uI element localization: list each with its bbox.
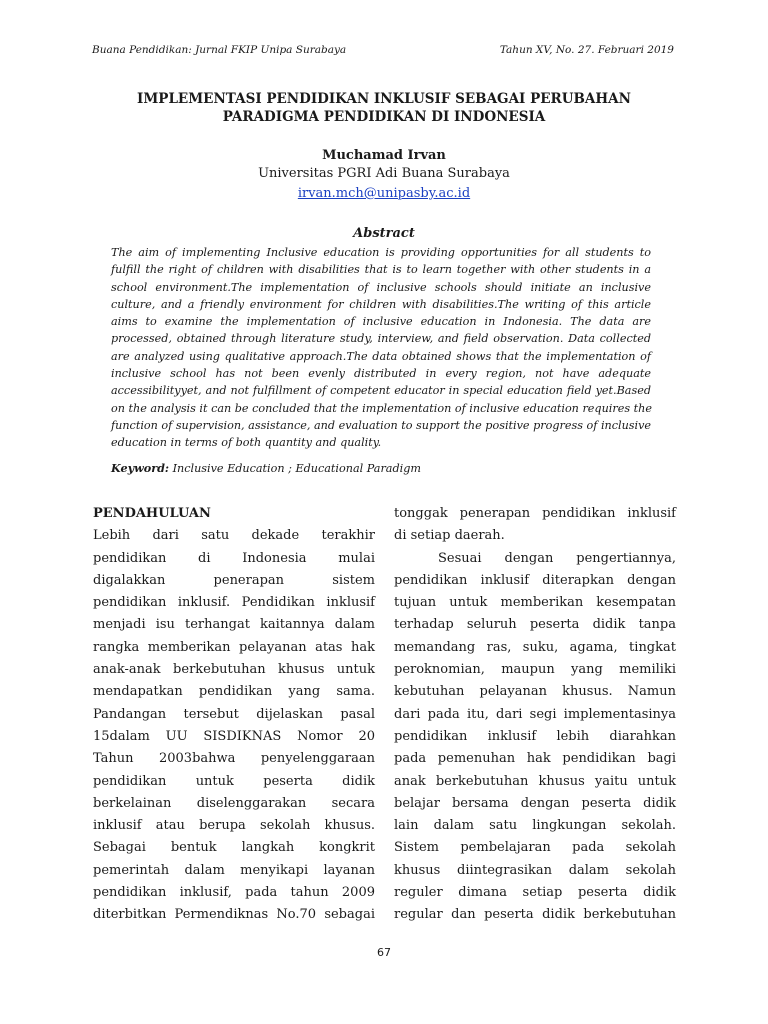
abstract-line: accessibilityyet, and not fulfillment of competent educator in special education field yet.Based — [111, 384, 651, 398]
keywords — [111, 461, 421, 475]
body-line: mendapatkan pendidikan yang sama. — [93, 684, 375, 700]
body-line: pada pemenuhan hak pendidikan bagi — [394, 751, 676, 767]
abstract-line: education in terms of both quantity and quality. — [111, 436, 382, 450]
body-line: Lebih dari satu dekade terakhir — [93, 528, 375, 544]
body-line: pendidikan inklusif. Pendidikan inklusif — [93, 595, 375, 611]
title-line-2: PARADIGMA PENDIDIKAN DI INDONESIA — [222, 109, 546, 125]
body-line: di setiap daerah. — [394, 528, 505, 544]
abstract-line: are analyzed using qualitative approach.The data obtained shows that the implementation of — [111, 349, 651, 363]
body-line: Tahun 2003bahwa penyelenggaraan — [93, 751, 375, 767]
paper-title — [100, 90, 668, 126]
body-line: peroknomian, maupun yang memiliki — [394, 662, 676, 678]
issue-info: Tahun XV, No. 27. Februari 2019 — [499, 44, 674, 56]
body-line: kebutuhan pelayanan khusus. Namun — [394, 684, 676, 700]
body-line: berkelainan diselenggarakan secara — [93, 795, 375, 811]
body-line: pemerintah dalam menyikapi layanan — [93, 862, 375, 878]
abstract-line: inclusive school has not been evenly distributed in every region, not have adequate — [111, 367, 651, 381]
abstract-line: school environment.The implementation of inclusive schools should initiate an inclusive — [111, 280, 651, 294]
author-name: Muchamad Irvan — [322, 148, 446, 163]
body-line: pendidikan inklusif diterapkan dengan — [394, 572, 676, 588]
body-line: pendidikan untuk peserta didik — [93, 773, 375, 789]
abstract-line: fulfill the right of children with disabilities that is to learn together with other students in a — [111, 263, 651, 277]
abstract-heading: Abstract — [353, 226, 415, 241]
right-column — [394, 503, 676, 927]
running-header — [92, 44, 674, 56]
body-line: terhadap seluruh peserta didik tanpa — [394, 617, 676, 633]
author-affiliation: Universitas PGRI Adi Buana Surabaya — [258, 166, 510, 181]
abstract-line: The aim of implementing Inclusive education is providing opportunities for all students to — [111, 246, 651, 259]
body-line: pendidikan di Indonesia mulai — [93, 550, 375, 566]
body-line: diterbitkan Permendiknas No.70 sebagai — [93, 907, 375, 923]
body-line: 15dalam UU SISDIKNAS Nomor 20 — [93, 728, 375, 744]
keyword-text: Inclusive Education ; Educational Paradigm — [169, 462, 421, 475]
body-line: Sistem pembelajaran pada sekolah — [394, 840, 676, 856]
body-line: belajar bersama dengan peserta didik — [394, 795, 676, 811]
abstract-line: culture, and a friendly environment for children with disabilities.The writing of this article — [111, 297, 651, 311]
body-line: memandang ras, suku, agama, tingkat — [394, 639, 676, 655]
body-line: tujuan untuk memberikan kesempatan — [394, 595, 676, 611]
body-line: pendidikan inklusif, pada tahun 2009 — [93, 885, 375, 901]
body-line: anak-anak berkebutuhan khusus untuk — [93, 662, 375, 678]
body-line: Sebagai bentuk langkah kongkrit — [93, 840, 375, 856]
body-line: digalakkan penerapan sistem — [93, 572, 375, 588]
abstract-body — [111, 244, 651, 452]
body-line: dari pada itu, dari segi implementasinya — [394, 706, 676, 722]
title-line-1: IMPLEMENTASI PENDIDIKAN INKLUSIF SEBAGAI PERUBAHAN — [137, 91, 631, 107]
body-line: tonggak penerapan pendidikan inklusif — [394, 506, 676, 521]
body-line: regular dan peserta didik berkebutuhan — [394, 907, 676, 923]
left-column — [93, 503, 375, 927]
author-email-wrap — [0, 186, 768, 201]
section-heading: PENDAHULUAN — [93, 506, 211, 521]
abstract-line: processed, obtained through literature study, interview, and field observation. Data collected — [111, 332, 651, 346]
body-line: anak berkebutuhan khusus yaitu untuk — [394, 773, 676, 789]
body-line: pendidikan inklusif lebih diarahkan — [394, 728, 676, 744]
keyword-label: Keyword: — [111, 461, 170, 475]
body-line: inklusif atau berupa sekolah khusus. — [93, 818, 375, 834]
author-email-link[interactable]: irvan.mch@unipasby.ac.id — [297, 186, 471, 201]
body-line: lain dalam satu lingkungan sekolah. — [394, 818, 676, 834]
body-line: khusus diintegrasikan dalam sekolah — [394, 862, 676, 878]
body-line: rangka memberikan pelayanan atas hak — [93, 639, 375, 655]
abstract-line: aims to examine the implementation of inclusive education in Indonesia. The data are — [111, 315, 651, 329]
body-line: Sesuai dengan pengertiannya, — [438, 550, 676, 566]
journal-name: Buana Pendidikan: Jurnal FKIP Unipa Surabaya — [92, 44, 347, 56]
body-line: Pandangan tersebut dijelaskan pasal — [93, 706, 375, 722]
page-number: 67 — [377, 946, 391, 959]
body-line: menjadi isu terhangat kaitannya dalam — [93, 617, 375, 633]
body-line: reguler dimana setiap peserta didik — [394, 885, 676, 901]
abstract-line: on the analysis it can be concluded that the implementation of inclusive education requires the — [111, 401, 652, 415]
abstract-line: function of supervision, assistance, and evaluation to support the positive progress of inclusive — [111, 418, 652, 432]
